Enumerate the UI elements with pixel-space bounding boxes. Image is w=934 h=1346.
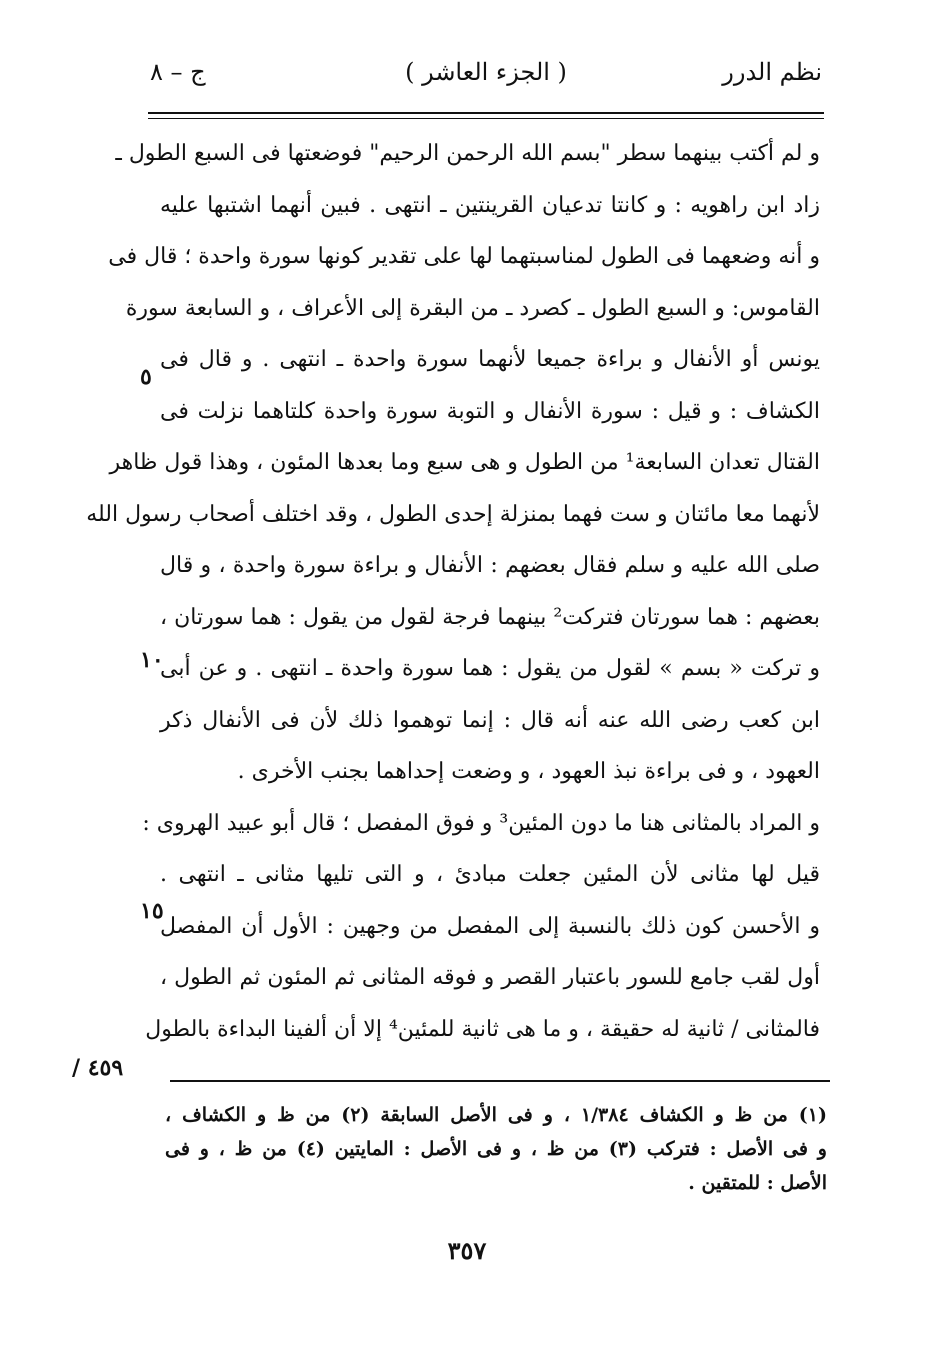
text-line: القاموس: و السبع الطول ـ كصرد ـ من البقرة إلى الأعراف ، و السابعة سورة	[125, 295, 820, 321]
text-line: و أنه وضعهما فى الطول لمناسبتهما لها على تقدير كونها سورة واحدة ؛ قال فى	[108, 244, 820, 269]
text-line: العهود ، و فى براءة نبذ العهود ، و وضعت إحداهما بجنب الأخرى .	[237, 759, 820, 784]
text-line: القتال تعدان السابعة¹ من الطول و هى سبع وما بعدها المئون ، وهذا قول ظاهر	[109, 450, 820, 475]
text-line: يونس أو الأنفال و براءة جميعا لأنهما سورة واحدة ـ انتهى . و قال فى	[160, 347, 820, 372]
footnote-line: (١) من ظ و الكشاف ١/٣٨٤ ، و فى الأصل السابقة (٢) من ظ و الكشاف ،	[165, 1104, 828, 1126]
text-line: زاد ابن راهويه : و كانتا تدعيان القرينتين ـ انتهى . فبين أنهما اشتبها عليه	[160, 192, 820, 218]
volume-label: ج – ٨	[150, 58, 206, 86]
header-rule-top	[148, 112, 824, 114]
text-line: لأنهما معا مائتان و ست فهما بمنزلة إحدى الطول ، وقد اختلف أصحاب رسول الله	[86, 501, 820, 527]
header-rule-bottom	[148, 118, 824, 119]
book-title: نظم الدرر	[722, 58, 822, 86]
text-line: صلى الله عليه و سلم فقال بعضهم : الأنفال و براءة سورة واحدة ، و قال	[160, 553, 820, 578]
text-line: و تركت « بسم » لقول من يقول : هما سورة واحدة ـ انتهى . و عن أبى	[160, 656, 820, 681]
line-number-10: ١٠	[140, 647, 164, 673]
text-line: بعضهم : هما سورتان فتركت² بينهما فرجة لقول من يقول : هما سورتان ،	[160, 604, 820, 630]
text-line: أول لقب جامع للسور باعتبار القصر و فوقه المثانى ثم المئون ثم الطول ،	[160, 965, 820, 990]
text-line: قيل لها مثانى لأن المئين جعلت مبادئ ، و التى تليها مثانى ـ انتهى .	[160, 862, 820, 887]
text-line: الكشاف : و قيل : سورة الأنفال و التوبة سورة واحدة كلتاهما نزلت فى	[160, 398, 820, 424]
part-title: ( الجزء العاشر )	[405, 58, 567, 86]
footnote-line: و فى الأصل : فتركب (٣) من ظ ، و فى الأصل : المايتين (٤) من ظ ، و فى	[165, 1138, 827, 1160]
running-header	[150, 58, 822, 98]
line-number-15: ١٥	[140, 898, 164, 924]
text-line: و المراد بالمثانى هنا ما دون المئين³ و فوق المفصل ؛ قال أبو عبيد الهروى :	[142, 810, 820, 836]
footnote-line: الأصل : للمتقين .	[688, 1172, 827, 1194]
page-number: ٣٥٧	[447, 1236, 487, 1265]
footnotes	[165, 1098, 827, 1200]
text-line: فالمثانى / ثانية له حقيقة ، و ما هى ثانية للمئين⁴ إلا أن ألفينا البداءة بالطول	[145, 1016, 820, 1042]
footnote-rule	[170, 1080, 830, 1082]
text-line: و لم أكتب بينهما سطر "بسم الله الرحمن الرحيم" فوضعتها فى السبع الطول ـ	[115, 141, 820, 166]
text-line: ابن كعب رضى الله عنه أنه قال : إنما توهموا ذلك لأن فى الأنفال ذكر	[160, 707, 820, 733]
text-line: و الأحسن كون ذلك بالنسبة إلى المفصل من وجهين : الأول أن المفصل	[160, 913, 820, 939]
margin-page-reference: ٤٥٩ /	[72, 1055, 124, 1081]
line-number-5: ٥	[140, 364, 152, 390]
